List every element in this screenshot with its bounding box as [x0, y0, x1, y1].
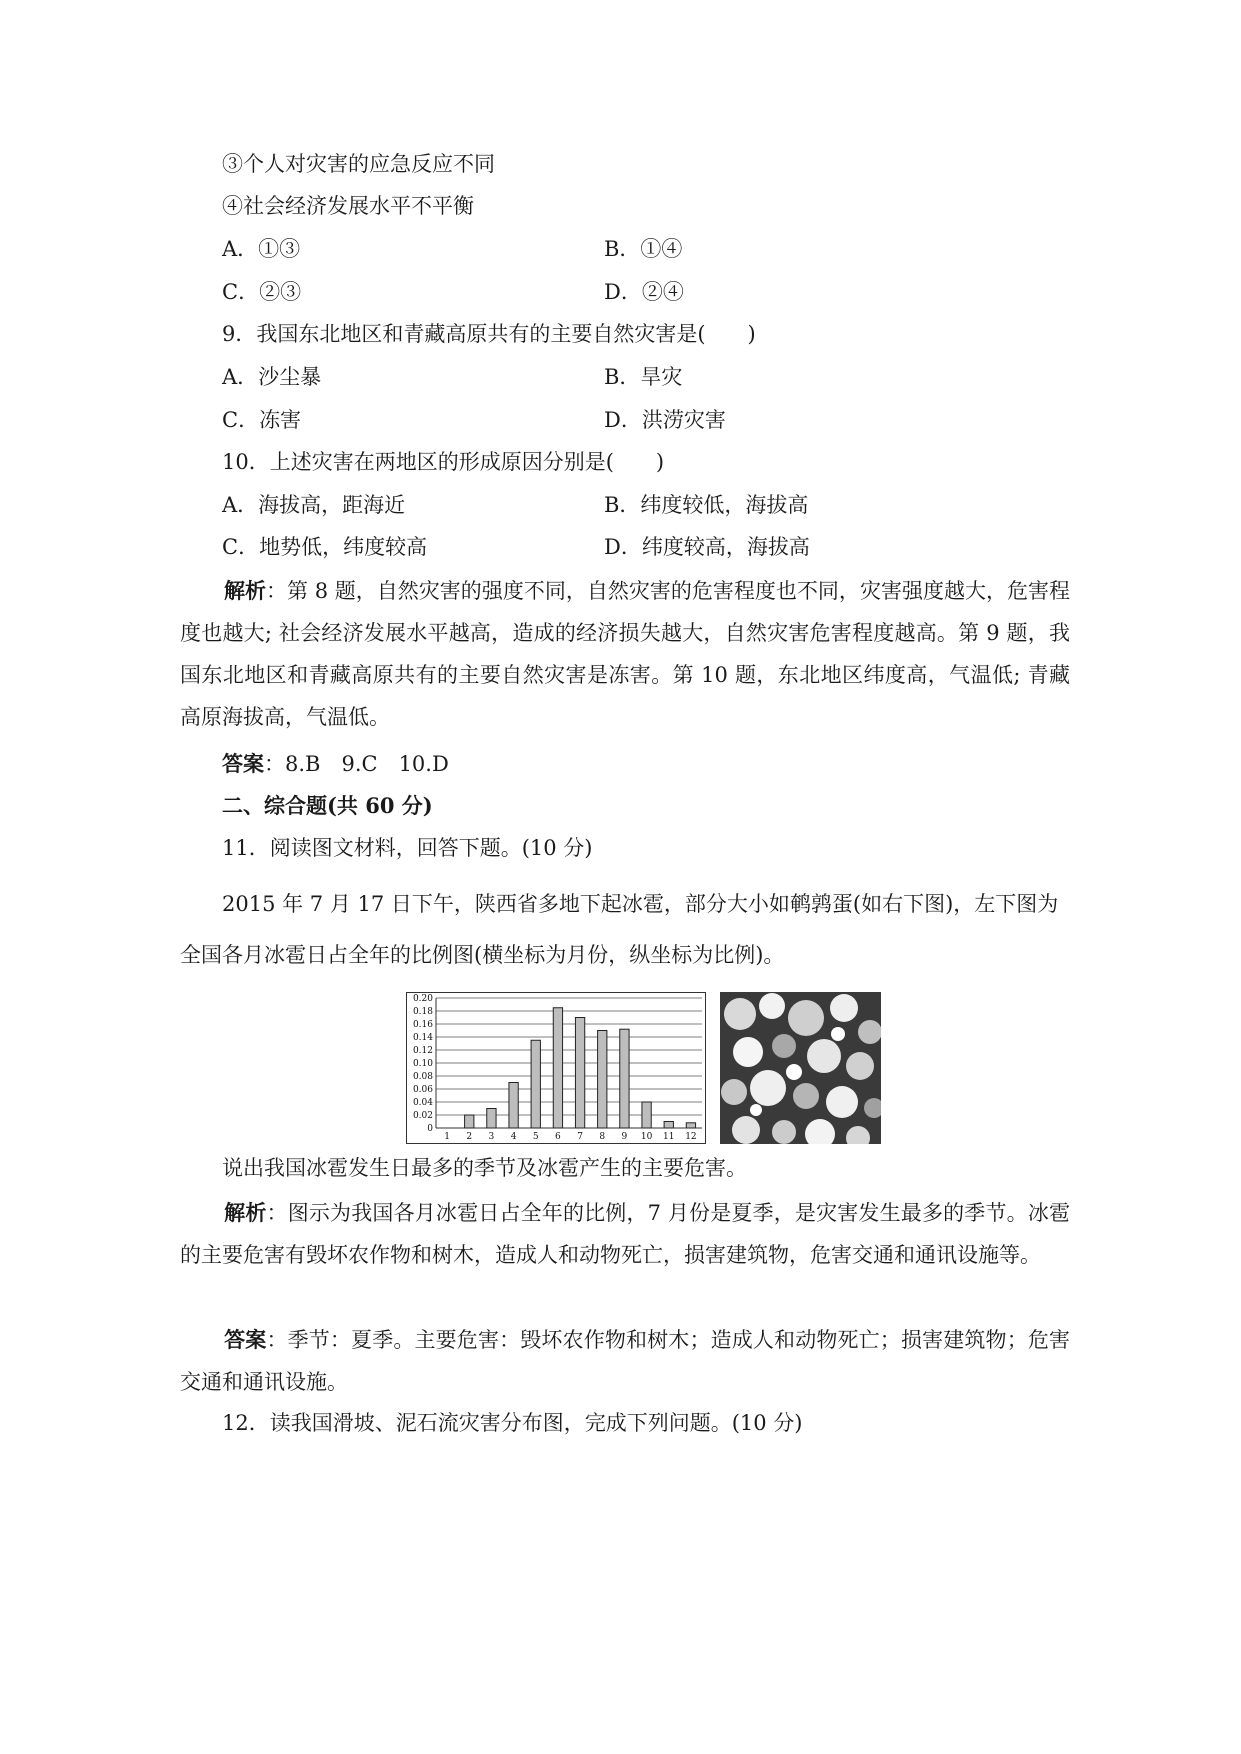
q11-question: 说出我国冰雹发生日最多的季节及冰雹产生的主要危害。 — [222, 1156, 747, 1180]
x-tick-label: 1 — [444, 1132, 450, 1142]
q8-option-4: ④社会经济发展水平不平衡 — [222, 194, 474, 218]
y-tick-label: 0.02 — [412, 1111, 433, 1121]
y-tick-label: 0.18 — [412, 1007, 433, 1017]
bar-month-8 — [598, 1031, 607, 1129]
x-tick-label: 4 — [510, 1132, 517, 1142]
q11-material-line-1: 2015 年 7 月 17 日下午，陕西省多地下起冰雹，部分大小如鹌鹑蛋(如右下图)，左下图为 — [222, 892, 1059, 916]
x-tick-label: 2 — [466, 1132, 473, 1142]
q11-stem: 11．阅读图文材料，回答下题。(10 分) — [222, 836, 593, 860]
bar-month-2 — [465, 1115, 474, 1128]
q12-stem: 12．读我国滑坡、泥石流灾害分布图，完成下列问题。(10 分) — [222, 1411, 803, 1435]
analysis-11 — [180, 1192, 1070, 1276]
bar-month-7 — [575, 1018, 584, 1129]
hailstones-image — [720, 992, 881, 1144]
analysis-text: ：图示为我国各月冰雹日占全年的比例，7 月份是夏季，是灾害发生最多的季节。冰雹的主要危害有毁坏农作物和树木，造成人和动物死亡，损害建筑物，危害交通和通讯设施等。 — [180, 1201, 1070, 1267]
y-tick-label: 0.04 — [412, 1098, 433, 1108]
y-tick-label: 0.06 — [412, 1085, 433, 1095]
bar-month-4 — [509, 1083, 518, 1129]
analysis-text: ：第 8 题，自然灾害的强度不同，自然灾害的危害程度也不同，灾害强度越大，危害程度也越大; 社会经济发展水平越高，造成的经济损失越大，自然灾害危害程度越高。第 9 题，我国东北地区和青藏高原共有的主要自然灾害是冻害。第 10 题，东北地区纬度高，气温低; 青藏高原海拔高，气温低。 — [180, 579, 1070, 729]
q10-choice-b: B．纬度较低，海拔高 — [604, 493, 809, 517]
x-tick-label: 3 — [488, 1132, 495, 1142]
bar-month-3 — [487, 1109, 496, 1129]
q11-material-line-2: 全国各月冰雹日占全年的比例图(横坐标为月份，纵坐标为比例)。 — [180, 943, 785, 967]
analysis-8-10 — [180, 570, 1070, 738]
x-tick-label: 10 — [640, 1132, 653, 1142]
hail-ratio-chart-svg — [406, 992, 706, 1144]
hail-ratio-chart — [406, 992, 706, 1144]
y-tick-label: 0.16 — [412, 1020, 433, 1030]
q8-choice-d: D．②④ — [604, 280, 684, 304]
bar-month-9 — [620, 1029, 629, 1128]
x-tick-label: 5 — [532, 1132, 539, 1142]
q8-choice-b: B．①④ — [604, 237, 683, 261]
answer-label: 答案 — [222, 751, 264, 776]
q8-choice-c: C．②③ — [222, 280, 302, 304]
y-tick-label: 0.08 — [412, 1072, 433, 1082]
q10-choice-d: D．纬度较高，海拔高 — [604, 535, 810, 559]
x-tick-label: 6 — [555, 1132, 561, 1142]
answer-label: 答案 — [224, 1327, 267, 1352]
y-tick-label: 0.12 — [412, 1046, 433, 1056]
x-tick-label: 9 — [621, 1132, 628, 1142]
bar-month-12 — [686, 1123, 695, 1128]
answer-8-10 — [222, 749, 449, 779]
answer-11 — [180, 1319, 1070, 1403]
y-tick-label: 0.10 — [412, 1059, 433, 1069]
x-tick-label: 11 — [663, 1132, 675, 1142]
x-tick-label: 8 — [599, 1132, 606, 1142]
hail-photo — [720, 992, 881, 1144]
q8-choice-a: A．①③ — [222, 237, 301, 261]
bar-month-5 — [531, 1040, 540, 1128]
y-tick-label: 0.14 — [412, 1033, 433, 1043]
q10-choice-c: C．地势低，纬度较高 — [222, 535, 428, 559]
y-tick-label: 0.20 — [412, 994, 433, 1004]
x-tick-label: 12 — [685, 1132, 697, 1142]
bar-month-11 — [664, 1122, 673, 1129]
q9-choice-b: B．旱灾 — [604, 365, 683, 389]
analysis-label: 解析 — [224, 578, 267, 603]
q9-stem: 9．我国东北地区和青藏高原共有的主要自然灾害是( ) — [222, 322, 756, 346]
bar-month-10 — [642, 1102, 651, 1128]
q10-choice-a: A．海拔高，距海近 — [222, 493, 406, 517]
q10-stem: 10．上述灾害在两地区的形成原因分别是( ) — [222, 450, 665, 474]
answer-text: ：季节：夏季。主要危害：毁坏农作物和树木；造成人和动物死亡；损害建筑物；危害交通和通讯设施。 — [180, 1328, 1070, 1394]
bar-month-6 — [553, 1008, 562, 1128]
q9-choice-d: D．洪涝灾害 — [604, 408, 726, 432]
section-heading: 二、综合题(共 60 分) — [222, 793, 433, 818]
x-tick-label: 7 — [577, 1132, 583, 1142]
analysis-label: 解析 — [224, 1200, 267, 1225]
q9-choice-c: C．冻害 — [222, 408, 302, 432]
q9-choice-a: A．沙尘暴 — [222, 365, 322, 389]
answer-text: ：8.B 9.C 10.D — [264, 752, 449, 776]
q8-option-3: ③个人对灾害的应急反应不同 — [222, 152, 495, 176]
y-tick-label: 0 — [427, 1124, 433, 1134]
